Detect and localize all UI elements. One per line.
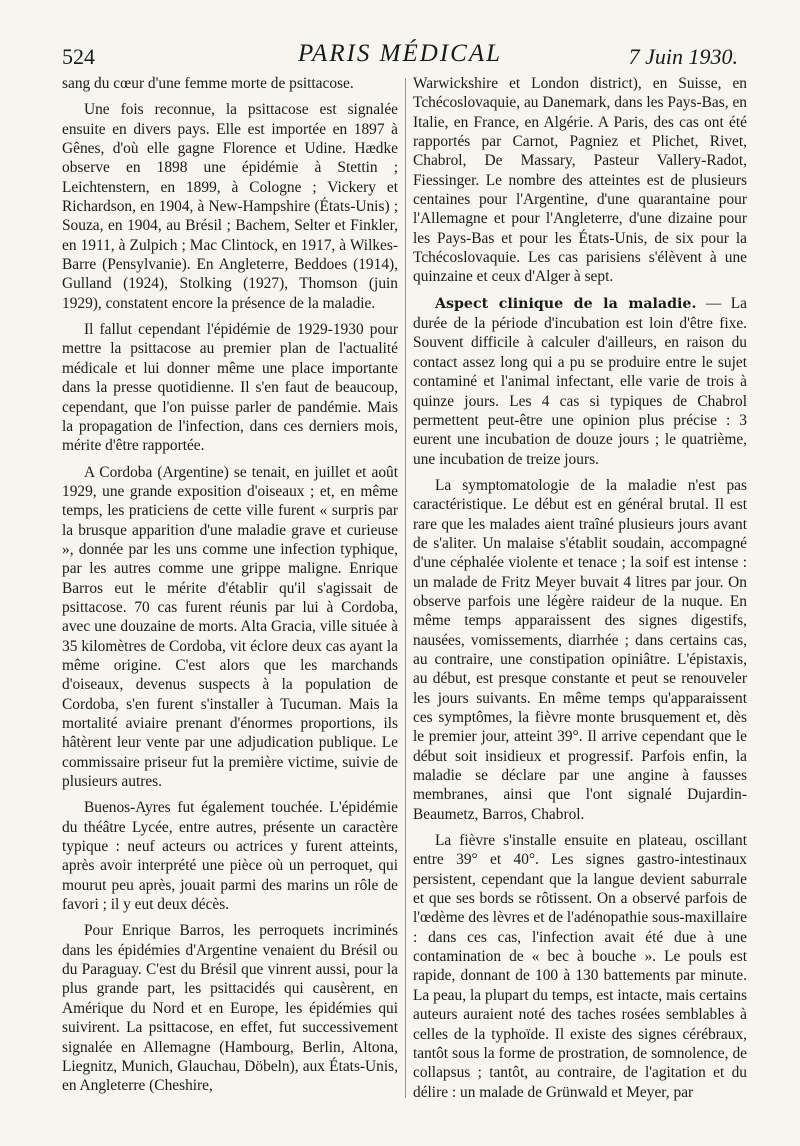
paragraph	[413, 294, 747, 469]
paragraph: La symptomatologie de la maladie n'est pas caractéristique. Le début est en général brutal. Il est rare que les malades aient traîné plusieurs jours avant de s'aliter. Un malaise s'établit soudain, accompagné d'une céphalée violente et tenace ; la soif est intense : un malade de Fritz Meyer buvait 4 litres par jour. On observe parfois une légère raideur de la nuque. En même temps apparaissent des signes digestifs, nausées, vomissements, diarrhée ; dans certains cas, au contraire, une constipation opiniâtre. L'épistaxis, au début, est presque constante et peut se renouveler les jours suivants. En même temps qu'apparaissent ces symptômes, la fièvre monte brusquement et, dès le premier jour, atteint 39°. Il arrive cependant que le début soit insidieux et progressif. Parfois enfin, la maladie se déclare par une angine à fausses membranes, ainsi que l'ont signalé Dujardin-Beaumetz, Barros, Chabrol.	[413, 476, 747, 823]
right-column	[413, 74, 747, 1109]
column-divider	[405, 78, 406, 1098]
journal-title: PARIS MÉDICAL	[298, 40, 502, 67]
paragraph: Une fois reconnue, la psittacose est signalée ensuite en divers pays. Elle est importée en 1897 à Gênes, d'où elle gagne Florence et Udine. Hædke observe en 1898 une épidémie à Stettin ; Leichtenstern, en 1899, à Cologne ; Vickery et Richardson, en 1904, à New-Hampshire (États-Unis) ; Souza, en 1904, au Brésil ; Bachem, Selter et Finkler, en 1911, à Zulpich ; Mac Clintock, en 1917, à Wilkes-Barre (Pensylvanie). En Angleterre, Beddoes (1914), Gulland (1924), Stolking (1927), Thomson (juin 1929), constatent encore la présence de la maladie.	[62, 101, 398, 312]
paragraph: Warwickshire et London district), en Suisse, en Tchécoslovaquie, au Danemark, dans les Pays-Bas, en Italie, en France, en Algérie. A Paris, des cas ont été rapportés par Carnot, Pagniez et Plichet, Rivet, Chabrol, De Massary, Pasteur Vallery-Radot, Fiessinger. Le nombre des atteintes est de plusieurs centaines pour l'Argentine, d'une quarantaine pour l'Allemagne et pour l'Angleterre, d'une dizaine pour les Pays-Bas et pour les États-Unis, de six pour la Tchécoslovaquie. Les cas parisiens s'élèvent à une quinzaine et ceux d'Alger à sept.	[413, 75, 747, 286]
paragraph: La fièvre s'installe ensuite en plateau, oscillant entre 39° et 40°. Les signes gastro-intestinaux persistent, cependant que la langue devient saburrale et que ses bords se rôtissent. On a observé parfois de l'œdème des lèvres et de l'adénopathie sous-maxillaire : dans ces cas, l'infection avait été due à une contamination de « bec à bouche ». Le pouls est rapide, donnant de 100 à 130 battements par minute. La peau, la plupart du temps, est intacte, mais certains auteurs auraient noté des taches rosées semblables à celles de la typhoïde. Il existe des signes cérébraux, tantôt sous la forme de prostration, de somnolence, de collapsus ; tantôt, au contraire, de l'agitation et du délire : un malade de Grünwald et Meyer, par	[413, 832, 747, 1101]
paragraph: Buenos-Ayres fut également touchée. L'épidémie du théâtre Lycée, entre autres, présente un caractère typique : neuf acteurs ou actrices y furent atteints, après avoir interprété une pièce où un perroquet, qui mourut peu après, jouait parmi des marins un rôle de favori ; il y eut deux décès.	[62, 799, 398, 914]
paragraph: Pour Enrique Barros, les perroquets incriminés dans les épidémies d'Argentine venaient du Brésil ou du Paraguay. C'est du Brésil que vinrent aussi, pour la plus grande part, les psittacidés qui causèrent, en Amérique du Nord et en Europe, les épidémies qui suivirent. La psittacose, en effet, fut successivement signalée en Allemagne (Hambourg, Berlin, Altona, Liegnitz, Munich, Glauchau, Döbeln), aux États-Unis, en Angleterre (Cheshire,	[62, 922, 398, 1095]
page-number: 524	[62, 44, 95, 69]
section-heading: Aspect clinique de la maladie.	[435, 295, 697, 312]
paragraph: A Cordoba (Argentine) se tenait, en juillet et août 1929, une grande exposition d'oiseaux ; et, en même temps, les praticiens de cette ville furent « surpris par la brusque apparition d'une maladie grave et curieuse », donnée par les uns comme une infection typhique, par les autres comme une grippe maligne. Enrique Barros eut le mérite d'établir qu'il s'agissait de psittacose. 70 cas furent réunis par lui à Cordoba, avec une douzaine de morts. Alta Gracia, ville située à 35 kilomètres de Cordoba, vit éclore deux cas ayant la même origine. C'est alors que les marchands d'oiseaux, devenus suspects à la population de Cordoba, s'en furent s'installer à Tucuman. Mais la mortalité aviaire prenant d'énormes proportions, ils hâtèrent leur vente par une adjudication publique. Le commissaire priseur fut la première victime, suivie de plusieurs autres.	[62, 463, 398, 791]
paragraph: Il fallut cependant l'épidémie de 1929-1930 pour mettre la psittacose au premier plan de l'actualité médicale et lui donner même une place importante dans la presse quotidienne. Il s'en faut de beaucoup, cependant, que l'on puisse parler de pandémie. Mais la propagation de l'infection, dans ces derniers mois, mérite d'être rapportée.	[62, 321, 398, 455]
page-header	[62, 36, 738, 72]
paragraph: sang du cœur d'une femme morte de psittacose.	[62, 75, 354, 92]
issue-date: 7 Juin 1930.	[628, 44, 738, 69]
paragraph-text: — La durée de la période d'incubation est loin d'être fixe. Souvent difficile à calculer d'ailleurs, en raison du contact assez long qui a pu se produire entre le sujet contaminé et l'animal infectant, elle varie de trois à quinze jours. Les 4 cas si typiques de Chabrol permettent peut-être une opinion plus précise : 3 eurent une incubation de douze jours ; le quatrième, une incubation de treize jours.	[413, 294, 747, 468]
left-column	[62, 74, 398, 1103]
